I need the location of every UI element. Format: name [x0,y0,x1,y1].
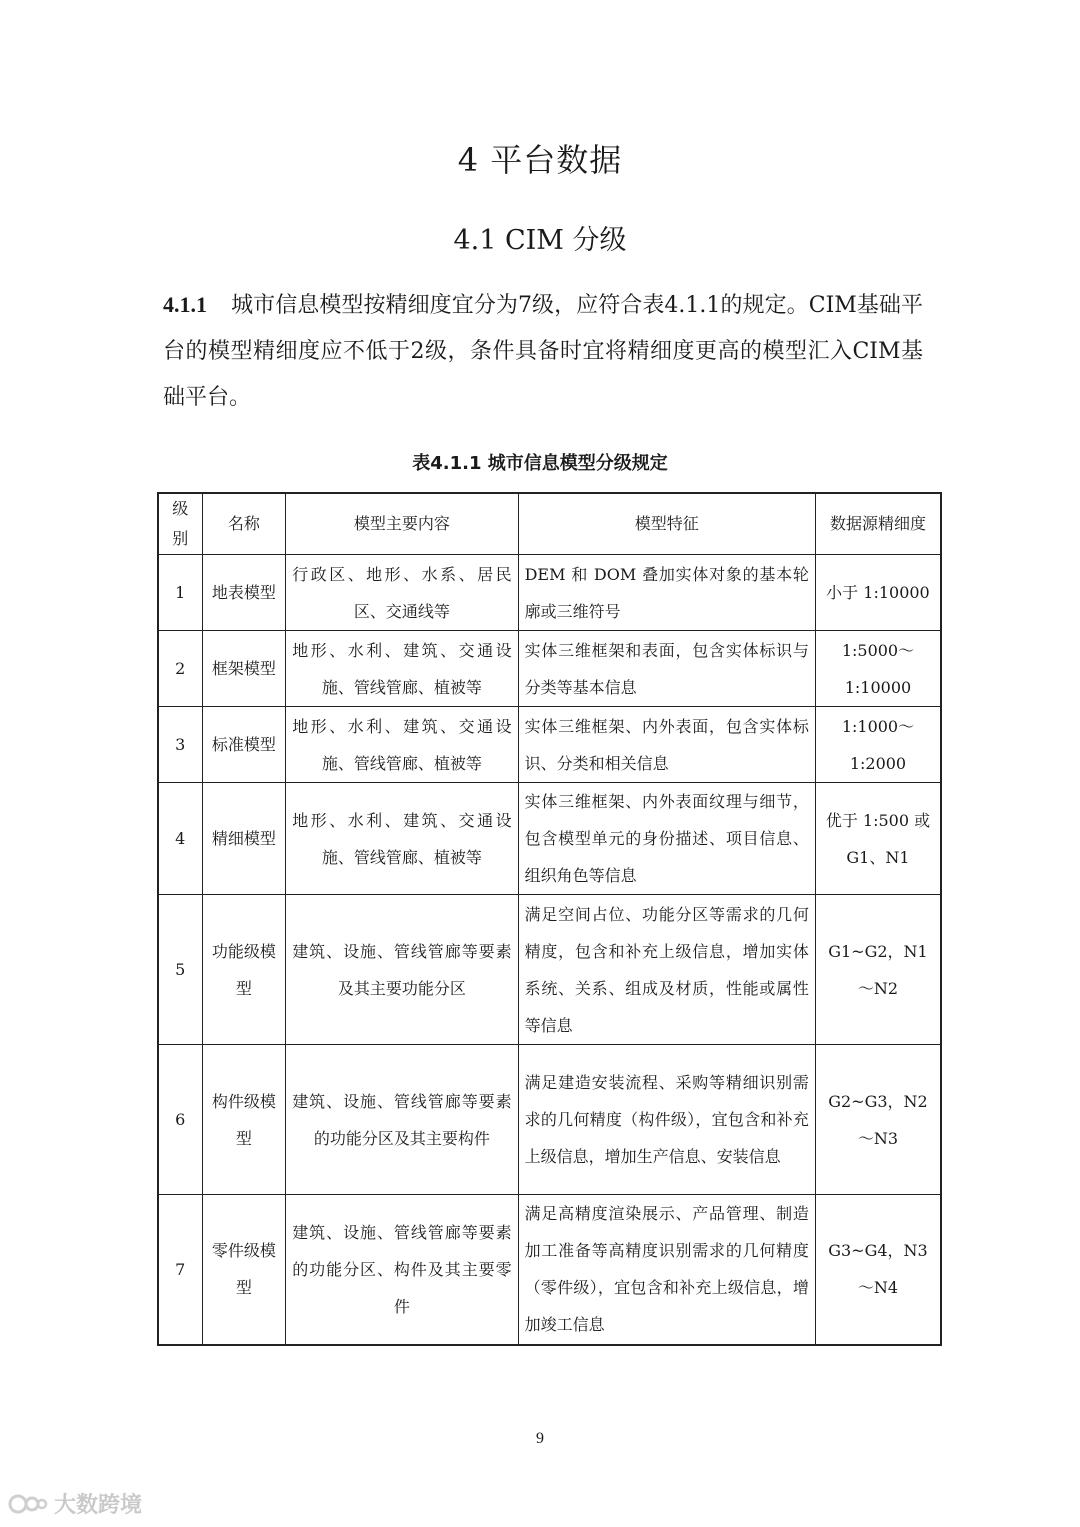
cell-feature: 实体三维框架、内外表面纹理与细节，包含模型单元的身份描述、项目信息、组织角色等信息 [518,783,815,895]
cell-content: 行政区、地形、水系、居民区、交通线等 [286,555,518,631]
cell-content: 地形、水利、建筑、交通设施、管线管廊、植被等 [286,631,518,707]
table-caption: 表4.1.1 城市信息模型分级规定 [412,453,668,474]
cell-level: 4 [158,783,202,895]
cell-level: 6 [158,1045,202,1195]
cell-level: 1 [158,555,202,631]
watermark-text: 大数跨境 [54,1493,143,1518]
cell-content: 建筑、设施、管线管廊等要素的功能分区及其主要构件 [286,1045,518,1195]
watermark-logo-icon [8,1491,48,1517]
cell-name: 精细模型 [202,783,286,895]
header-feature: 模型特征 [518,493,815,555]
table-row [158,707,941,783]
cell-level: 5 [158,895,202,1045]
cell-precision: G3~G4，N3～N4 [815,1195,941,1345]
table-row [158,783,941,895]
cell-name: 标准模型 [202,707,286,783]
cell-content: 建筑、设施、管线管廊等要素及其主要功能分区 [286,895,518,1045]
cell-precision: G1~G2，N1～N2 [815,895,941,1045]
clause-4-1-1 [163,282,923,421]
header-precision: 数据源精细度 [815,493,941,555]
table-row [158,555,941,631]
cell-precision: 1:1000～1:2000 [815,707,941,783]
section-title: 4.1 CIM 分级 [453,225,627,256]
cell-feature: 实体三维框架和表面，包含实体标识与分类等基本信息 [518,631,815,707]
cell-name: 功能级模型 [202,895,286,1045]
cell-precision: 优于 1:500 或 G1、N1 [815,783,941,895]
cell-level: 7 [158,1195,202,1345]
cell-precision: G2~G3，N2～N3 [815,1045,941,1195]
cell-level: 2 [158,631,202,707]
cell-name: 框架模型 [202,631,286,707]
cell-name: 地表模型 [202,555,286,631]
cell-feature: 满足高精度渲染展示、产品管理、制造加工准备等高精度识别需求的几何精度（零件级），宜包含和补充上级信息，增加竣工信息 [518,1195,815,1345]
cim-level-table [157,492,942,1346]
table-row [158,895,941,1045]
table-row [158,1195,941,1345]
clause-number: 4.1.1 [163,292,207,317]
cell-name: 零件级模型 [202,1195,286,1345]
cell-precision: 1:5000～1:10000 [815,631,941,707]
header-level: 级别 [158,493,202,555]
cell-feature: 实体三维框架、内外表面，包含实体标识、分类和相关信息 [518,707,815,783]
table-row [158,631,941,707]
cell-content: 建筑、设施、管线管廊等要素的功能分区、构件及其主要零件 [286,1195,518,1345]
cell-name: 构件级模型 [202,1045,286,1195]
table-header-row [158,493,941,555]
cell-feature: DEM 和 DOM 叠加实体对象的基本轮廓或三维符号 [518,555,815,631]
cell-level: 3 [158,707,202,783]
cell-content: 地形、水利、建筑、交通设施、管线管廊、植被等 [286,783,518,895]
chapter-title: 4 平台数据 [457,141,623,179]
table-row [158,1045,941,1195]
header-name: 名称 [202,493,286,555]
watermark [8,1488,142,1519]
clause-text: 城市信息模型按精细度宜分为7级，应符合表4.1.1的规定。CIM基础平台的模型精细度应不低于2级，条件具备时宜将精细度更高的模型汇入CIM基础平台。 [163,293,923,410]
cell-content: 地形、水利、建筑、交通设施、管线管廊、植被等 [286,707,518,783]
header-content: 模型主要内容 [286,493,518,555]
cell-feature: 满足建造安装流程、采购等精细识别需求的几何精度（构件级），宜包含和补充上级信息，增加生产信息、安装信息 [518,1045,815,1195]
cell-precision: 小于 1:10000 [815,555,941,631]
page-number: 9 [536,1430,544,1447]
cell-feature: 满足空间占位、功能分区等需求的几何精度，包含和补充上级信息，增加实体系统、关系、组成及材质，性能或属性等信息 [518,895,815,1045]
